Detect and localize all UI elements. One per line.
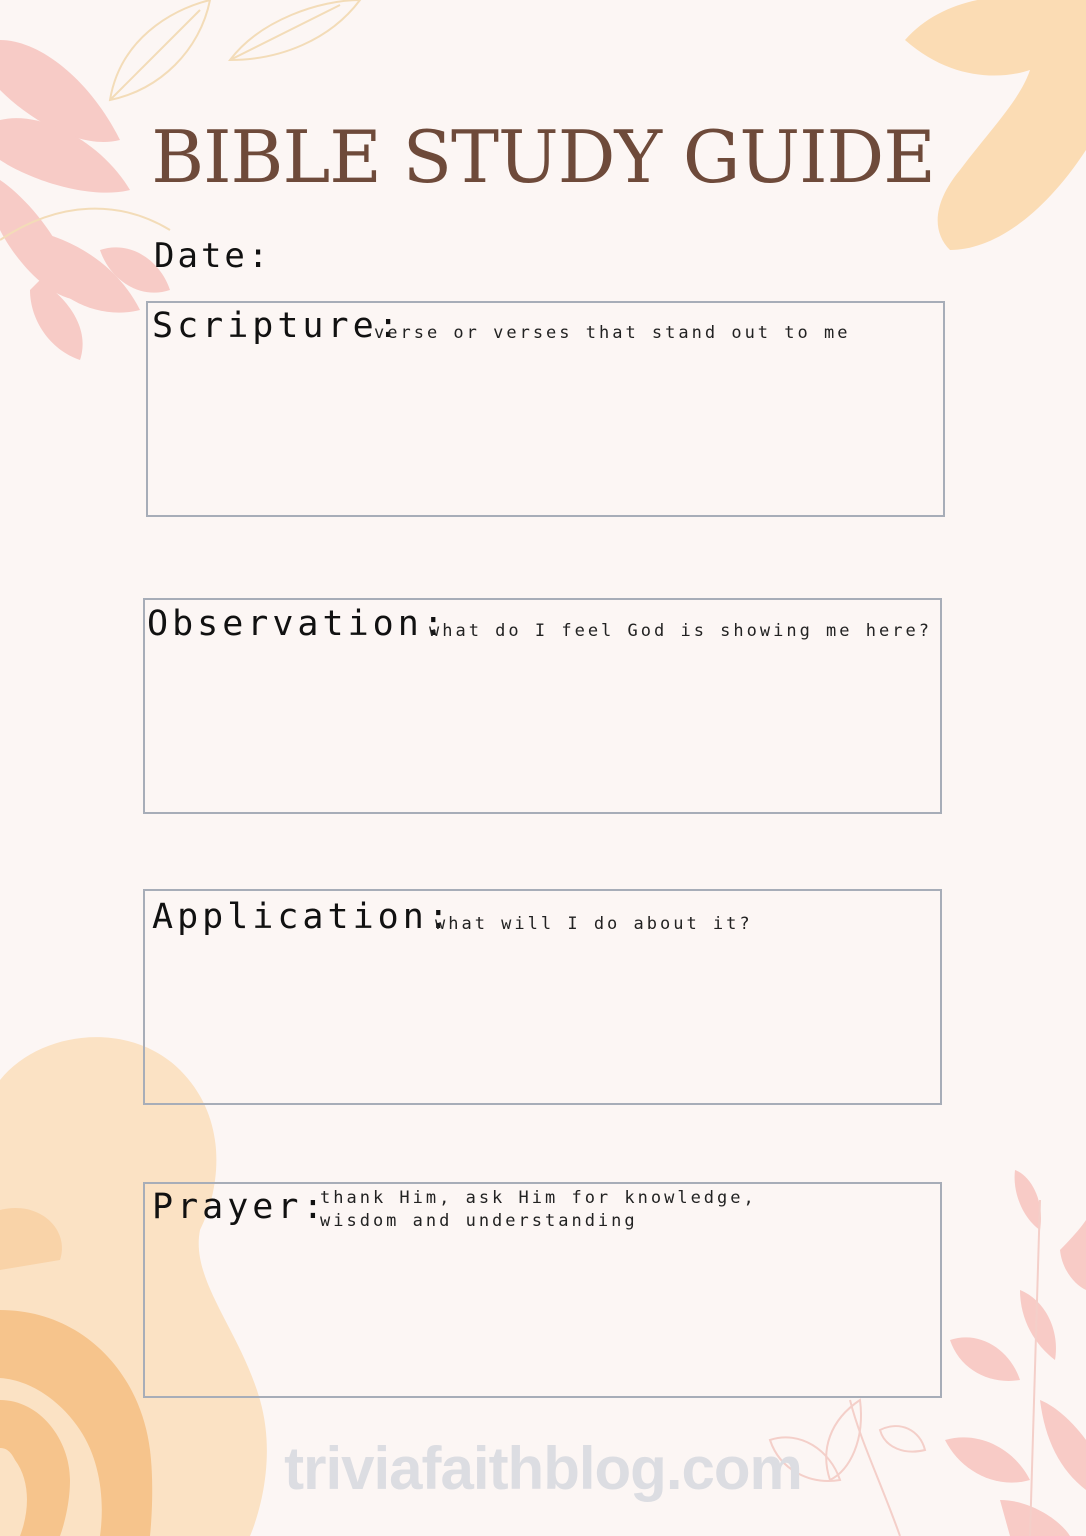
observation-hint: what do I feel God is showing me here? bbox=[429, 621, 932, 641]
prayer-hint-line-1: thank Him, ask Him for knowledge, bbox=[320, 1188, 757, 1208]
prayer-label: Prayer: bbox=[152, 1187, 328, 1227]
application-label: Application: bbox=[152, 897, 453, 937]
scripture-label: Scripture: bbox=[152, 306, 403, 346]
application-hint: what will I do about it? bbox=[435, 914, 753, 934]
observation-label: Observation: bbox=[147, 604, 448, 644]
website-watermark: triviafaithblog.com bbox=[284, 1435, 802, 1502]
date-label: Date: bbox=[154, 236, 272, 276]
page-title: BIBLE STUDY GUIDE bbox=[151, 115, 935, 199]
prayer-hint-line-2: wisdom and understanding bbox=[320, 1211, 638, 1231]
scripture-hint: verse or verses that stand out to me bbox=[374, 323, 851, 343]
